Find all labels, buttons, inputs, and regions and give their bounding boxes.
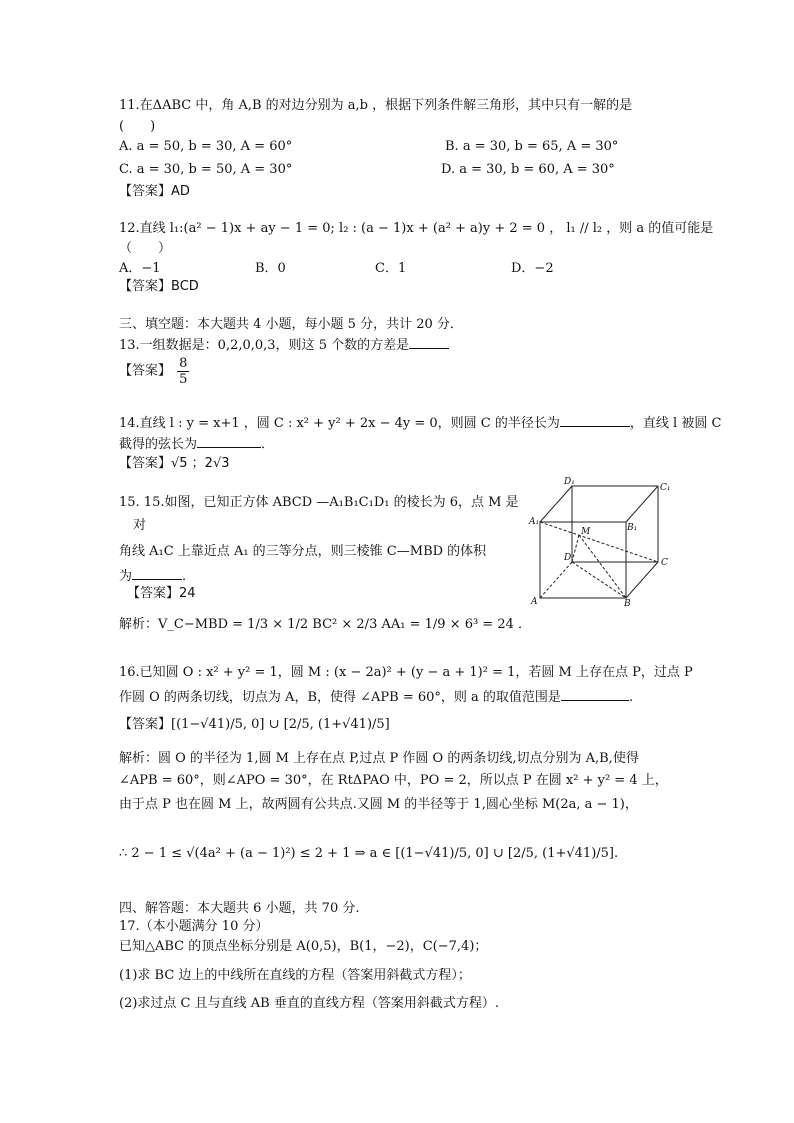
label-m: M [581,527,591,537]
label-c: C [661,558,668,568]
label-a: A [531,597,538,607]
label-b1: B₁ [627,523,638,533]
edge-a-d [540,562,572,598]
label-d1: D₁ [564,477,575,487]
cube-figure [528,474,678,609]
q13-blank [409,336,449,349]
q16-solution-line3: 由于点 P 也在圆 M 上，故两圆有公共点.又圆 M 的半径等于 1,圆心坐标 M(2a, a − 1)， [119,797,638,812]
segment-m-d [572,535,579,562]
q16-line2: 作圆 O 的两条切线，切点为 A，B，使得 ∠APB = 60°，则 a 的取值范围是 . [119,690,634,705]
edge-b1-c1 [626,486,658,522]
q12-option-a: A．−1 [119,261,161,276]
q16-answer: 【答案】[(1−√41)/5, 0] ∪ [2/5, (1+√41)/5] [119,717,390,732]
q12-paren: （ ） [119,241,172,256]
label-d: D [564,553,572,563]
label-b: B [624,599,631,609]
q17-title: 17.（本小题满分 10 分） [119,919,269,934]
q12-stem: 12.直线 l₁:(a² − 1)x + ay − 1 = 0; l₂ : (a − 1)x + (a² + a)y + 2 = 0 ， l₁ // l₂ ，则 a 的值可能是 [119,221,714,236]
q16-line1: 16.已知圆 O : x² + y² = 1，圆 M : (x − 2a)² + (y − a + 1)² = 1，若圆 M 上存在点 P，过点 P [119,665,693,680]
q14-stem-line1: 14.直线 l : y = x+1 ，圆 C : x² + y² + 2x − 4y = 0，则圆 C 的半径长为 ，直线 l 被圆 C [119,416,722,431]
q15-line2: 对 [133,518,147,533]
q14-answer: 【答案】√5 ；2√3 [119,456,230,471]
q15-line3: 角线 A₁C 上靠近点 A₁ 的三等分点，则三棱锥 C—MBD 的体积 [119,544,487,559]
edge-a1-d1 [540,486,572,522]
q12-answer: 【答案】BCD [119,279,199,294]
q13-answer: 【答案】 $\frac{8}{5}$ [119,356,188,387]
q16-solution-line1: 解析：圆 O 的半径为 1,圆 M 上存在点 P,过点 P 作圆 O 的两条切线,切点分别为 A,B,使得 [119,751,639,766]
q14-blank-chord [197,435,261,448]
diagonal-a1-c [540,522,658,562]
edge-b-c [626,562,658,598]
q17-part2: (2)求过点 C 且与直线 AB 垂直的直线方程（答案用斜截式方程）. [119,996,499,1011]
segment-d-b [572,562,626,598]
q16-solution-line2: ∠APB = 60°，则∠APO = 30°，在 RtΔPAO 中，PO = 2，所以点 P 在圆 x² + y² = 4 上， [119,773,668,788]
q12-option-c: C．1 [375,261,407,276]
label-a1: A₁ [529,517,540,527]
segment-m-b [579,535,626,598]
q12-option-d: D．−2 [511,261,554,276]
q17-given: 已知△ABC 的顶点坐标分别是 A(0,5)，B(1，−2)，C(−7,4)； [119,939,488,954]
q11-stem: 11.在ΔABC 中，角 A,B 的对边分别为 a,b ，根据下列条件解三角形，其中只有一解的是 [119,98,633,113]
q13-stem: 13.一组数据是：0,2,0,0,3，则这 5 个数的方差是 [119,336,449,355]
q15-line4: 为 ． [119,569,196,584]
q13-answer-fraction: $\frac{8}{5}$ [179,356,188,387]
q14-stem-line2: 截得的弦长为 ． [119,437,275,452]
section-3-heading: 三、填空题：本大题共 4 小题，每小题 5 分，共计 20 分． [119,317,463,332]
q15-blank [132,567,182,580]
q11-option-b: B. a = 30, b = 65, A = 30° [445,139,619,154]
q11-option-a: A. a = 50, b = 30, A = 60° [119,139,293,154]
label-c1: C₁ [660,483,671,493]
q12-option-b: B．0 [255,261,286,276]
q16-solution-line4: ∴ 2 − 1 ≤ √(4a² + (a − 1)²) ≤ 2 + 1 ⇒ a ∈ [(1−√41)/5, 0] ∪ [2/5, (1+√41)/5]. [119,846,619,861]
q11-option-d: D. a = 30, b = 60, A = 30° [441,162,615,177]
q11-answer: 【答案】AD [119,184,190,199]
q16-blank [561,688,629,701]
q15-solution: 解析：V_C−MBD = 1/3 × 1/2 BC² × 2/3 AA₁ = 1/9 × 6³ = 24 ． [119,617,532,632]
q17-part1: (1)求 BC 边上的中线所在直线的方程（答案用斜截式方程）； [119,968,471,983]
q15-line1: 15. 15.如图，已知正方体 ABCD —A₁B₁C₁D₁ 的棱长为 6，点 M 是 [119,495,519,510]
q11-option-c: C. a = 30, b = 50, A = 30° [119,162,293,177]
q14-blank-radius [560,414,630,427]
section-4-heading: 四、解答题：本大题共 6 小题，共 70 分. [119,901,360,916]
q11-paren: ( ) [119,119,156,134]
q15-answer: 【答案】24 [127,586,196,601]
cube-back-face-top [572,486,658,562]
